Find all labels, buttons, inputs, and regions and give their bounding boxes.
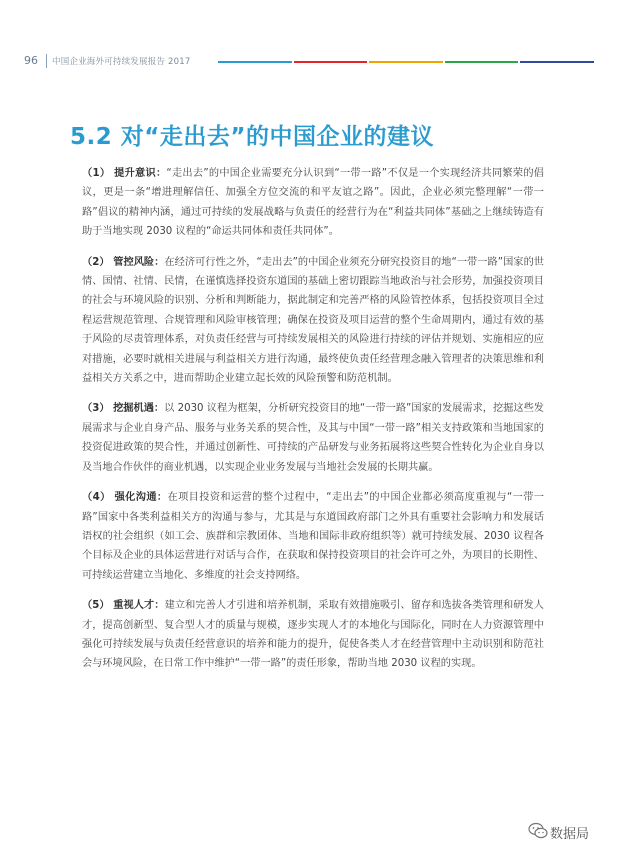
page-number: 96 <box>24 54 38 67</box>
header-divider <box>46 54 47 68</box>
paragraph-label: （2） 管控风险： <box>82 256 165 268</box>
paragraph-text: 建立和完善人才引进和培养机制，采取有效措施吸引、留存和选拔各类管理和研发人才，提高创新型、复合型人才的质量与规模，逐步实现人才的本地化与国际化，同时在人力资源管理中强化可持续发展与负责任经营意识的培养和能力的提升，促使各类人才在经营管理中主动识别和防范社会与环境风险，在日常工作中维护“一带一路”的责任形象，帮助当地 2030 议程的实现。 <box>82 600 544 670</box>
paragraph-text: “走出去”的中国企业需要充分认识到“一带一路”不仅是一个实现经济共同繁荣的倡议，更是一条“增进理解信任、加强全方位交流的和平友谊之路”。因此，企业必须完整理解“一带一路”倡议的精神内涵，通过可持续的发展战略与负责任的经营行为在“利益共同体”基础之上继续铸造有助于当地实现 2030 议程的“命运共同体和责任共同体”。 <box>82 168 544 238</box>
paragraph-text: 在项目投资和运营的整个过程中，“走出去”的中国企业都必须高度重视与“一带一路”国家中各类利益相关方的沟通与参与，尤其是与东道国政府部门之外具有重要社会影响力和发展话语权的社会组织（如工会、族群和宗教团体、当地和国际非政府组织等）就可持续发展、2030 议程各个目标及企业的具体运营进行对话与合作，在获取和保持投资项目的社会许可之外，为项目的长期性、可持续运营建立当地化、多维度的社会支持网络。 <box>82 492 544 581</box>
wechat-icon <box>528 822 548 840</box>
watermark-text: 数据局 <box>550 827 590 842</box>
paragraph-value-talent <box>82 596 544 674</box>
paragraph-label: （5） 重视人才： <box>82 600 165 612</box>
paragraph-text: 以 2030 议程为框架，分析研究投资目的地“一带一路”国家的发展需求，挖掘这些发展需求与企业自身产品、服务与业务关系的契合性，及其与中国“一带一路”相关支持政策和当地国家的投资促进政策的契合性，并通过创新性、可持续的产品研发与业务拓展将这些契合性转化为企业自身以及当地合作伙伴的商业机遇，以实现企业业务发展与当地社会发展的长期共赢。 <box>82 403 544 473</box>
report-title: 中国企业海外可持续发展报告 2017 <box>52 57 191 67</box>
paragraph-raise-awareness <box>82 164 544 242</box>
paragraph-strengthen-communication <box>82 488 544 585</box>
header-line-segment <box>294 61 368 63</box>
content-body <box>82 164 544 685</box>
header-color-lines <box>218 61 596 64</box>
paragraph-label: （3） 挖掘机遇： <box>82 403 165 415</box>
paragraph-text: 在经济可行性之外，“走出去”的中国企业须充分研究投资目的地“一带一路”国家的世情、国情、社情、民情，在谨慎选择投资东道国的基础上密切跟踪当地政治与社会形势，加强投资项目的社会与环境风险的识别、分析和判断能力，据此制定和完善严格的风险管控体系，包括投资项目全过程运营规范管理、合规管理和风险审核管理；确保在投资及项目运营的整个生命周期内，通过有效的基于风险的尽责管理体系，对负责任经营与可持续发展相关的风险进行持续的评估并规划、实施相应的应对措施，必要时就相关进展与利益相关方进行沟通，最终使负责任经营理念融入管理者的决策思维和利益相关方关系之中，进而帮助企业建立起长效的风险预警和防范机制。 <box>82 256 544 385</box>
paragraph-label: （1） 提升意识： <box>82 168 167 179</box>
section-title: 5.2 对“走出去”的中国企业的建议 <box>70 124 434 150</box>
page-header <box>0 52 620 72</box>
paragraph-label: （4） 强化沟通： <box>82 492 168 504</box>
paragraph-manage-risk <box>82 253 544 389</box>
header-line-segment <box>520 61 594 63</box>
paragraph-explore-opportunities <box>82 399 544 477</box>
header-line-segment <box>445 61 519 63</box>
header-line-segment <box>218 61 292 63</box>
header-line-segment <box>369 61 443 63</box>
